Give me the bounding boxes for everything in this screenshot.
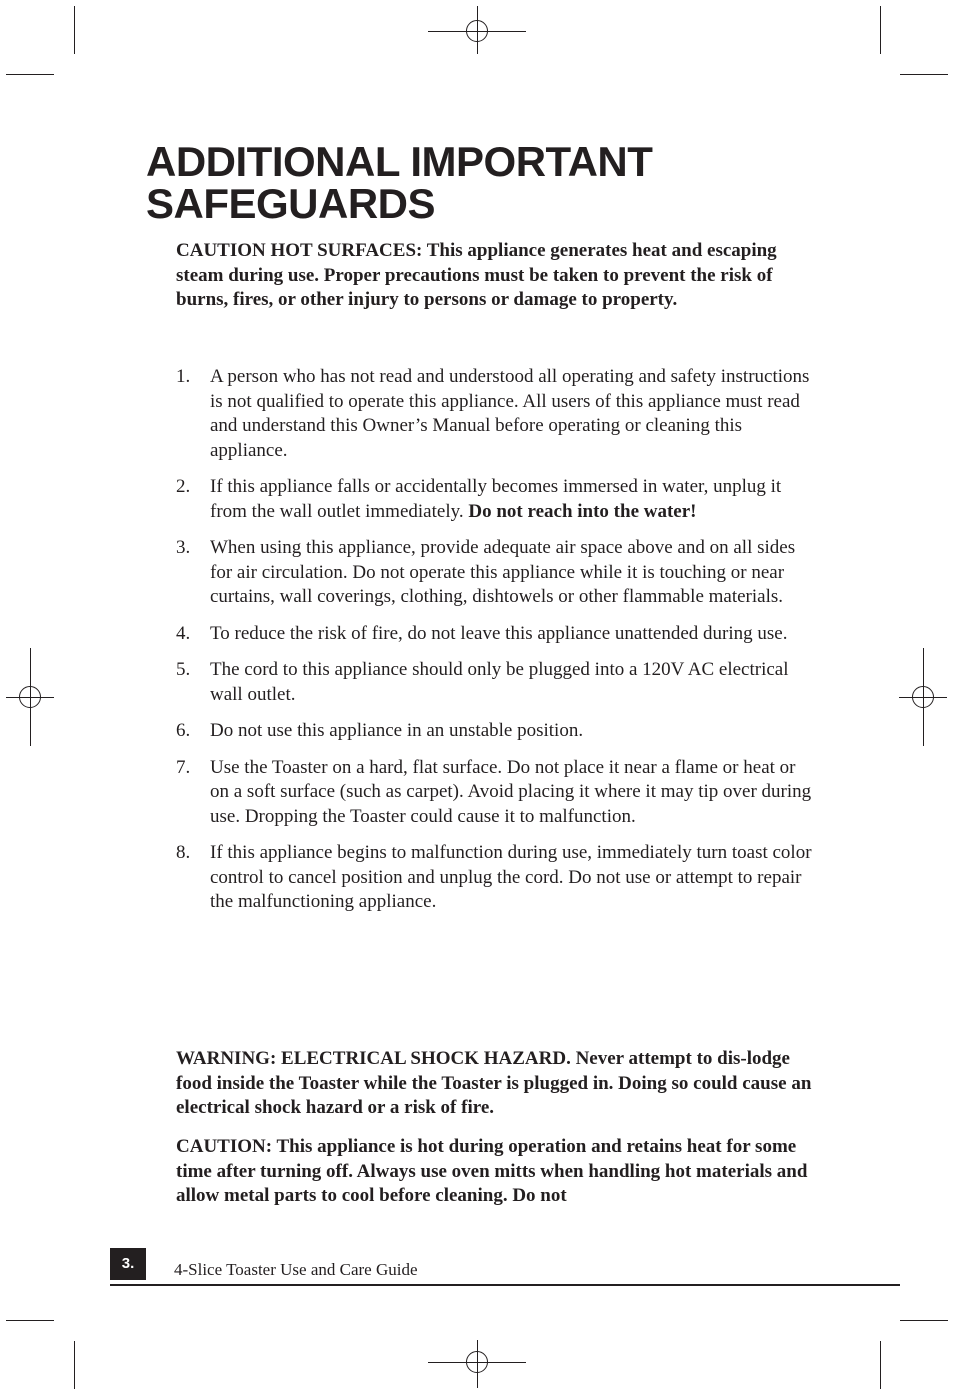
item-emphasis: Do not reach into the water! xyxy=(468,500,697,522)
item-text: Do not use this appliance in an unstable position. xyxy=(210,720,584,741)
caution-hot-surfaces: CAUTION HOT SURFACES: This appliance generates heat and escaping steam during use. Proper precautions must be taken to prevent the risk of burns, fires, or other injury to persons or damage to property. xyxy=(176,240,777,310)
item-number: 7. xyxy=(176,756,191,778)
list-item xyxy=(176,622,816,647)
item-number: 8. xyxy=(176,842,191,863)
list-item xyxy=(176,475,816,524)
crop-mark-top-right-horizontal xyxy=(900,74,948,75)
list-item xyxy=(176,756,816,830)
item-number: 5. xyxy=(176,659,191,680)
page-number-badge: 3. xyxy=(110,1248,146,1280)
list-item xyxy=(176,536,816,610)
footer-guide-title: 4-Slice Toaster Use and Care Guide xyxy=(174,1260,418,1279)
crop-mark-bottom-right-vertical xyxy=(880,1341,881,1389)
crop-mark-bottom-right-horizontal xyxy=(900,1320,948,1321)
item-number: 6. xyxy=(176,720,191,741)
crop-mark-top-left-vertical xyxy=(74,6,75,54)
item-text: A person who has not read and understood all operating and safety instructions is not qualified to operate this appliance. All users of this appliance must read and understand this Owner’s Manual before operating or cleaning this appliance. xyxy=(210,366,810,461)
item-text: Use the Toaster on a hard, flat surface. Do not place it near a flame or heat or on a soft surface (such as carpet). Avoid placing it where it may tip over during use. Dropping the Toaster could cause it to malfunction. xyxy=(210,756,812,827)
item-text: When using this appliance, provide adequate air space above and on all sides for air circulation. Do not operate this appliance while it is touching or near curtains, wall coverings, clothing, dishtowels or other flammable materials. xyxy=(210,537,796,607)
page-title-line-1: ADDITIONAL IMPORTANT xyxy=(146,138,653,185)
crop-mark-bottom-left-vertical xyxy=(74,1341,75,1389)
caution-hot-operation: CAUTION: This appliance is hot during operation and retains heat for some time after turning off. Always use oven mitts when handling hot materials and allow metal parts to cool before cleaning. Do not xyxy=(176,1136,808,1206)
list-item xyxy=(176,841,816,915)
list-item xyxy=(176,365,816,463)
safeguards-list xyxy=(176,365,816,927)
item-number: 4. xyxy=(176,622,191,644)
footer-divider xyxy=(110,1284,900,1286)
item-text: If this appliance begins to malfunction during use, immediately turn toast color control to cancel position and unplug the cord. Do not use or attempt to repair the malfunctioning appliance. xyxy=(210,842,812,912)
page-title-line-2: SAFEGUARDS xyxy=(146,180,436,227)
warning-electrical-shock: WARNING: ELECTRICAL SHOCK HAZARD. Never attempt to dis-lodge food inside the Toaster while the Toaster is plugged in. Doing so could cause an electrical shock hazard or a risk of fire. xyxy=(176,1048,812,1118)
page-title xyxy=(146,138,653,227)
item-number: 2. xyxy=(176,476,191,497)
item-text: If this appliance falls or accidentally becomes immersed in water, unplug it from the wall outlet immediately. xyxy=(210,476,782,522)
crop-mark-top-left-horizontal xyxy=(6,74,54,75)
list-item xyxy=(176,719,816,744)
crop-mark-bottom-left-horizontal xyxy=(6,1320,54,1321)
item-number: 3. xyxy=(176,537,191,558)
list-item xyxy=(176,658,816,707)
item-text: The cord to this appliance should only be plugged into a 120V AC electrical wall outlet. xyxy=(210,659,789,705)
crop-mark-top-right-vertical xyxy=(880,6,881,54)
item-number: 1. xyxy=(176,366,191,387)
item-text: To reduce the risk of fire, do not leave this appliance unattended during use. xyxy=(210,622,788,644)
